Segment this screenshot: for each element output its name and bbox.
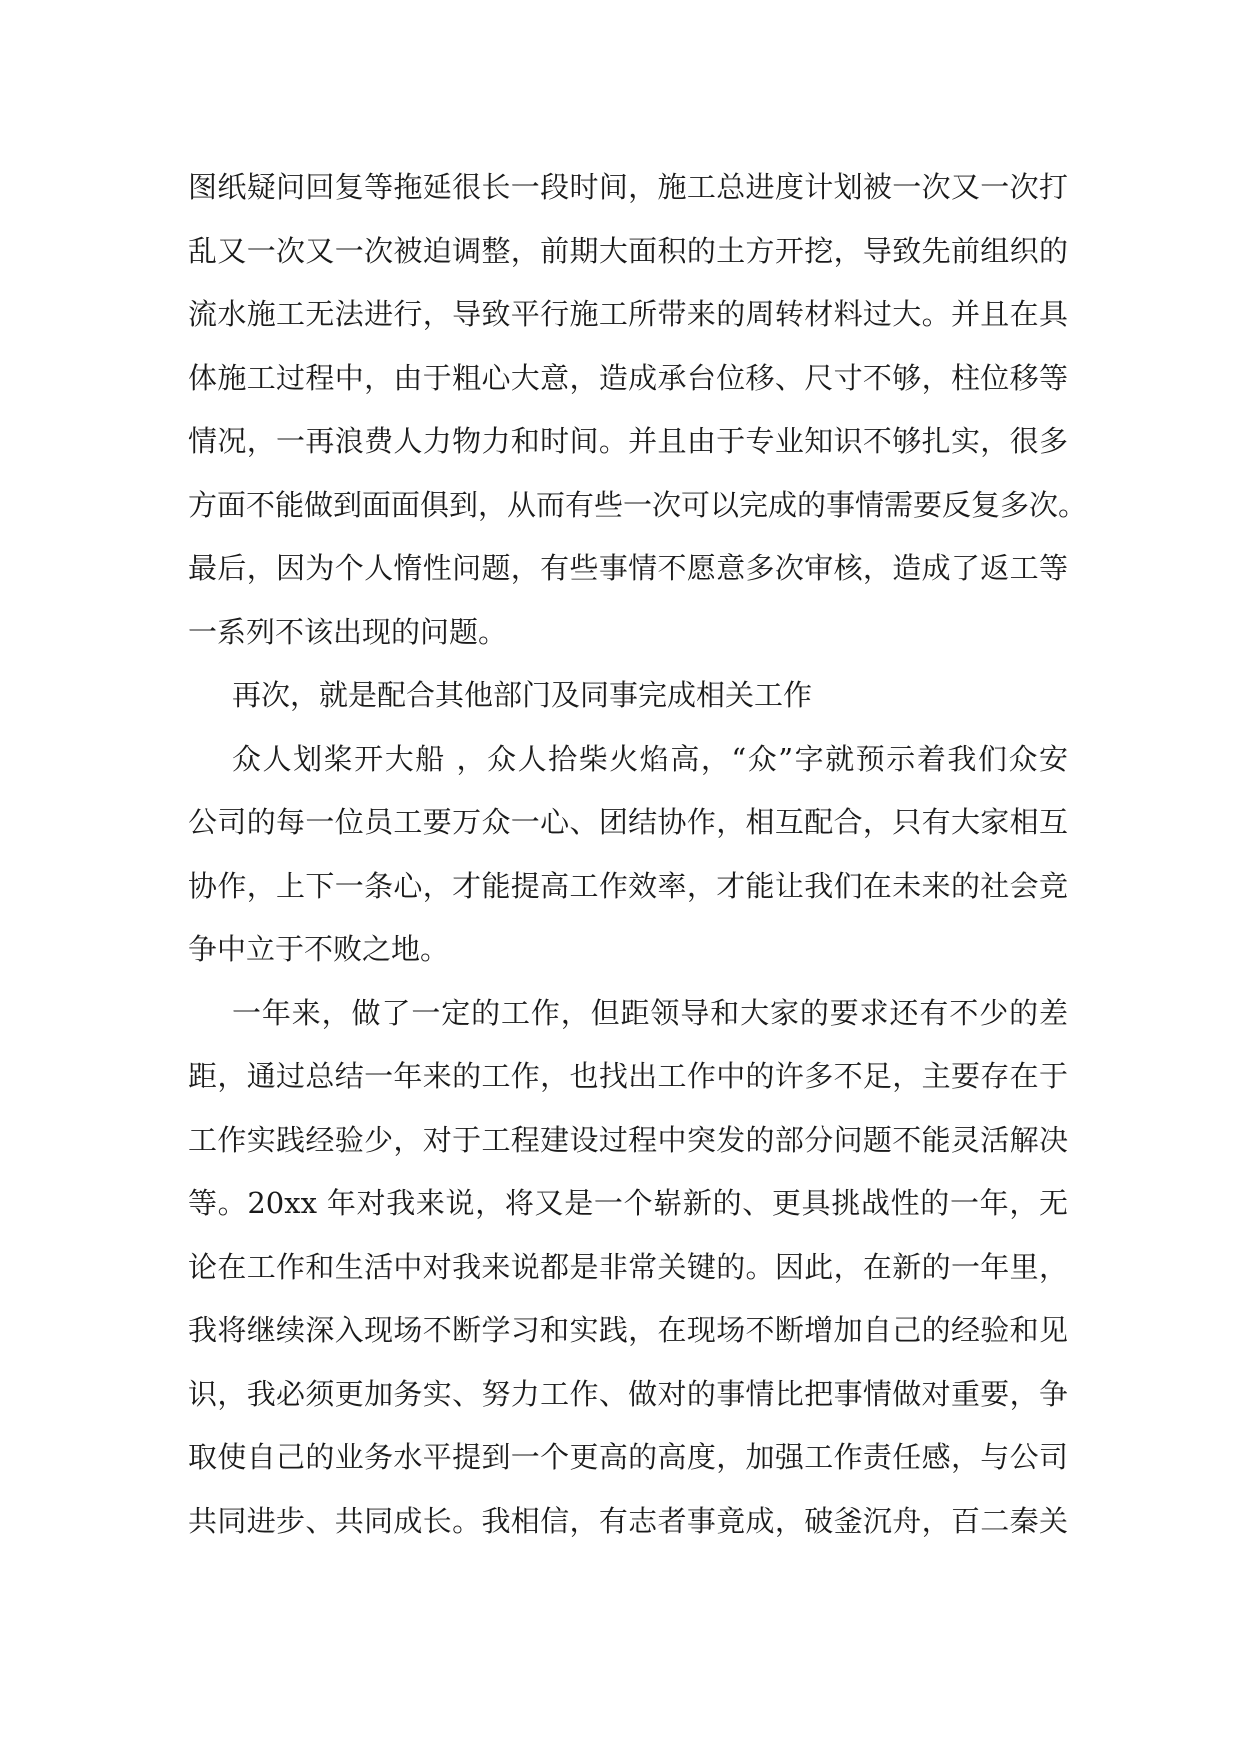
text-line: 乱又一次又一次被迫调整，前期大面积的土方开挖，导致先前组织的 — [188, 233, 1068, 268]
text-line: 协作，上下一条心，才能提高工作效率，才能让我们在未来的社会竞 — [188, 868, 1068, 903]
text-line: 公司的每一位员工要万众一心、团结协作，相互配合，只有大家相互 — [188, 805, 1068, 839]
text-line: 图纸疑问回复等拖延很长一段时间，施工总进度计划被一次又一次打 — [188, 170, 1068, 204]
text-line: 流水施工无法进行，导致平行施工所带来的周转材料过大。并且在具 — [188, 297, 1068, 331]
text-line: 众人划桨开大船 ，众人拾柴火焰高，“众”字就预示着我们众安 — [232, 741, 1068, 776]
text-line: 等。20xx 年对我来说，将又是一个崭新的、更具挑战性的一年，无 — [188, 1186, 1068, 1220]
body-text — [188, 156, 1088, 1553]
text-line: 争中立于不败之地。 — [188, 932, 450, 966]
text-line: 情况，一再浪费人力物力和时间。并且由于专业知识不够扎实，很多 — [188, 424, 1068, 458]
text-line: 取使自己的业务水平提到一个更高的高度，加强工作责任感，与公司 — [188, 1440, 1068, 1474]
text-line: 体施工过程中，由于粗心大意，造成承台位移、尺寸不够，柱位移等 — [188, 360, 1068, 395]
text-line: 最后，因为个人惰性问题，有些事情不愿意多次审核，造成了返工等 — [188, 551, 1068, 585]
text-line: 论在工作和生活中对我来说都是非常关键的。因此，在新的一年里， — [188, 1249, 1068, 1284]
text-line: 方面不能做到面面俱到，从而有些一次可以完成的事情需要反复多次。 — [188, 487, 1088, 522]
text-line: 工作实践经验少，对于工程建设过程中突发的部分问题不能灵活解决 — [188, 1122, 1068, 1157]
text-line: 距，通过总结一年来的工作，也找出工作中的许多不足，主要存在于 — [188, 1059, 1068, 1093]
text-line: 共同进步、共同成长。我相信，有志者事竟成，破釜沉舟，百二秦关 — [188, 1503, 1068, 1538]
text-line: 一年来，做了一定的工作，但距领导和大家的要求还有不少的差 — [232, 995, 1068, 1030]
text-line: 识，我必须更加务实、努力工作、做对的事情比把事情做对重要，争 — [188, 1376, 1068, 1411]
text-line: 一系列不该出现的问题。 — [188, 614, 508, 649]
section-heading: 再次，就是配合其他部门及同事完成相关工作 — [232, 678, 813, 712]
text-line: 我将继续深入现场不断学习和实践，在现场不断增加自己的经验和见 — [188, 1313, 1068, 1347]
